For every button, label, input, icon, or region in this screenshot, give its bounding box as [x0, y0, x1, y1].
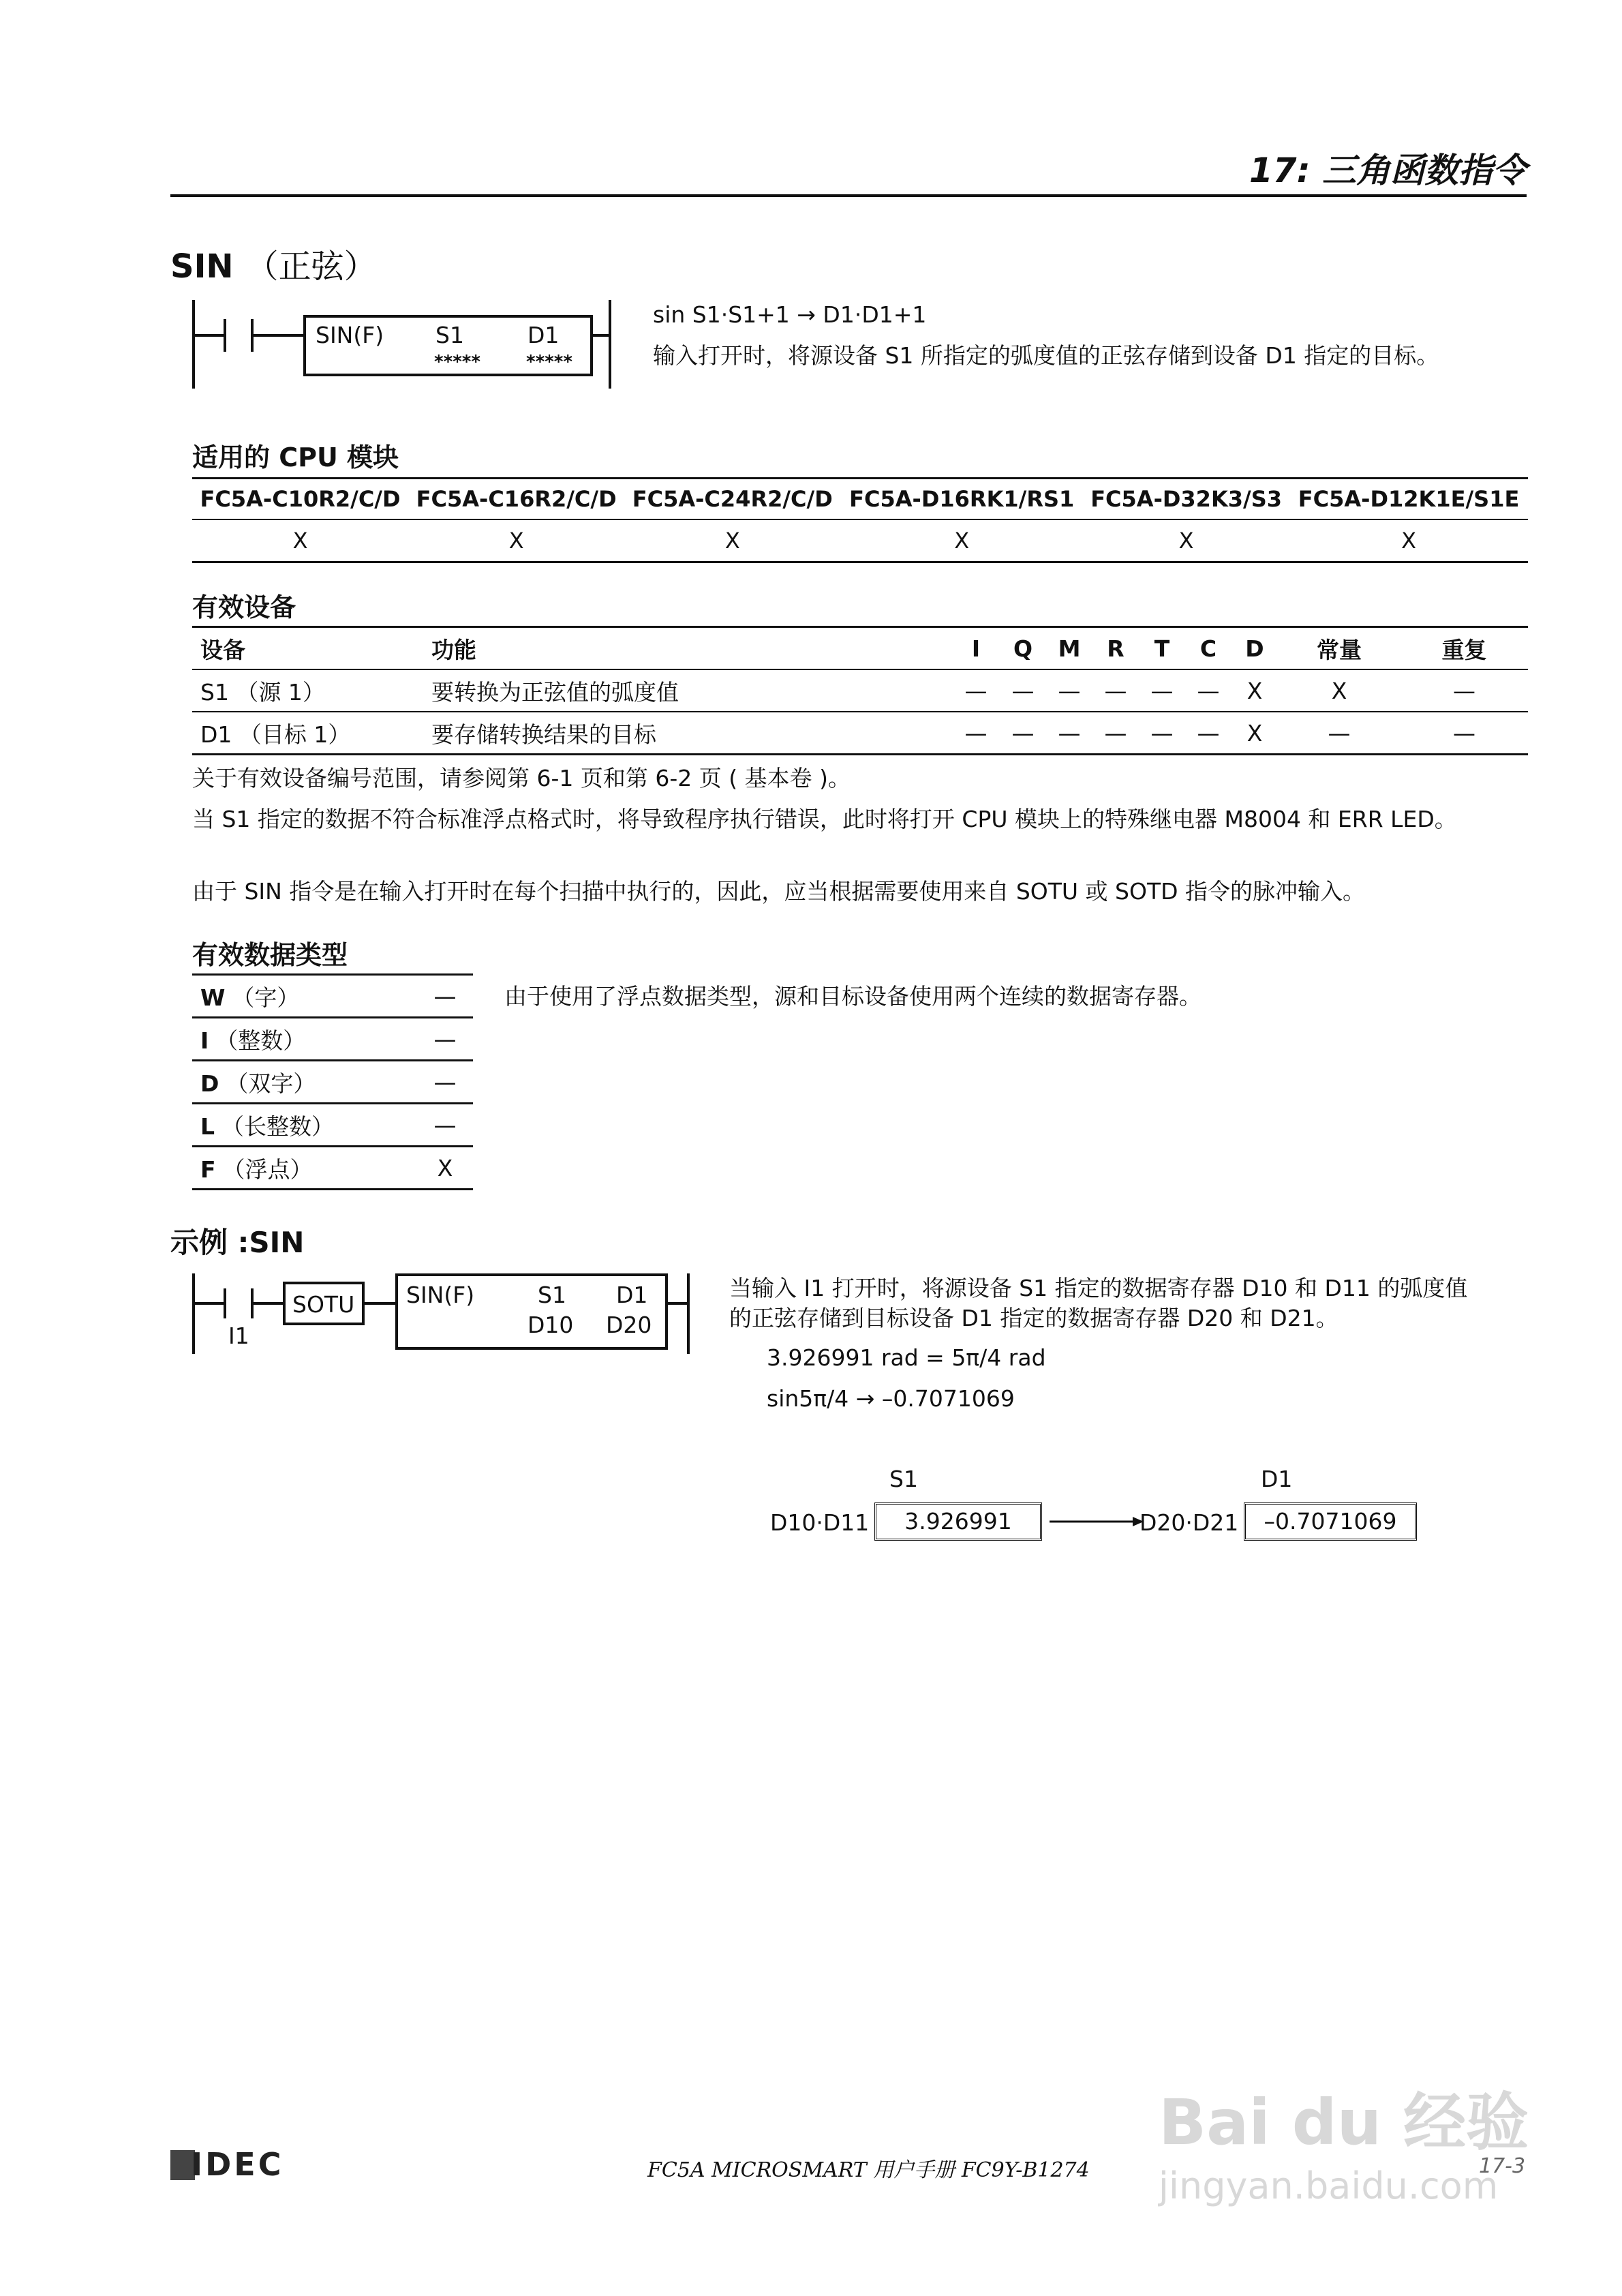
data-types-heading: 有效数据类型 [192, 940, 348, 970]
dev-cell: 要存储转换结果的目标 [431, 721, 656, 748]
s1-label: S1 [435, 322, 464, 348]
syntax-formula: sin S1·S1+1 → D1·D1+1 [653, 301, 927, 328]
dt-name: （浮点） [222, 1155, 313, 1183]
dt-name: （双字） [226, 1070, 316, 1097]
dev-col: 重复 [1441, 636, 1487, 663]
table-row [192, 1061, 473, 1104]
example-desc-1: 当输入 I1 打开时，将源设备 S1 指定的数据寄存器 D10 和 D11 的弧度值 [729, 1275, 1468, 1301]
cpu-table [192, 477, 1528, 563]
example-d1-label: D1 [616, 1282, 648, 1308]
dev-cell: — [1011, 719, 1035, 746]
dev-col: 设备 [200, 636, 245, 663]
dev-col: M [1058, 635, 1081, 662]
dt-name: （字） [232, 984, 300, 1011]
table-row [192, 1018, 473, 1061]
page-number: 17-3 [1479, 2154, 1526, 2178]
note-range: 关于有效设备编号范围，请参阅第 6-1 页和第 6-2 页 ( 基本卷 )。 [192, 765, 851, 791]
example-eq-1: 3.926991 rad = 5π/4 rad [767, 1344, 1046, 1371]
cpu-col: FC5A-C10R2/C/D [200, 486, 401, 512]
dt-value: — [433, 1068, 457, 1096]
cpu-col: FC5A-C16R2/C/D [416, 486, 617, 512]
instr-label: SIN(F) [316, 322, 384, 348]
dt-type: I [200, 1027, 209, 1054]
flow-src-box [874, 1502, 1042, 1541]
dt-type: L [200, 1113, 215, 1140]
flow-src-value: 3.926991 [904, 1508, 1012, 1535]
dev-cell: — [1150, 677, 1174, 704]
flow-src-regs: D10·D11 [770, 1509, 870, 1536]
cpu-cell: X [508, 528, 524, 554]
dt-value: — [433, 1025, 457, 1053]
dev-col: I [971, 635, 981, 662]
dev-cell: — [1150, 719, 1174, 746]
cpu-heading: 适用的 CPU 模块 [192, 442, 399, 472]
manual-title: FC5A MICROSMART 用户手册 FC9Y-B1274 [647, 2158, 1090, 2182]
example-d1-reg: D20 [606, 1312, 652, 1338]
dev-col: T [1154, 635, 1170, 662]
dev-col: C [1199, 635, 1217, 662]
watermark-logo: Bai du 经验 [1159, 2086, 1529, 2159]
dev-cell: X [1331, 677, 1347, 704]
dev-cell: — [1328, 719, 1351, 746]
dt-name: （长整数） [221, 1113, 335, 1140]
ladder-diagram [191, 300, 613, 389]
dev-cell: D1 （目标 1） [200, 721, 351, 748]
example-ladder [191, 1273, 695, 1362]
example-eq-2: sin5π/4 → –0.7071069 [767, 1385, 1015, 1412]
flow-dst-regs: D20·D21 [1139, 1509, 1239, 1536]
cpu-col: FC5A-D16RK1/RS1 [849, 486, 1075, 512]
table-row [192, 975, 473, 1018]
chapter-title: 17: 三角函数指令 [1249, 151, 1527, 190]
example-s1-reg: D10 [527, 1312, 574, 1338]
dev-cell: — [1104, 719, 1127, 746]
cpu-cell: X [1401, 528, 1416, 554]
section-title [170, 240, 377, 287]
header-rule [170, 194, 1527, 197]
cpu-cell: X [292, 528, 308, 554]
dev-cell: — [964, 719, 988, 746]
dev-cell: — [1453, 719, 1475, 746]
dt-value: — [433, 1111, 457, 1138]
dev-cell: — [1104, 677, 1127, 704]
data-types-note: 由于使用了浮点数据类型，源和目标设备使用两个连续的数据寄存器。 [504, 983, 1202, 1010]
flow-dst-value: –0.7071069 [1264, 1508, 1397, 1535]
section-title-cn: （正弦） [245, 247, 377, 286]
example-s1-label: S1 [538, 1282, 566, 1308]
dev-cell: — [964, 677, 988, 704]
note-pulse: 由于 SIN 指令是在输入打开时在每个扫描中执行的，因此，应当根据需要使用来自 SOTU 或 SOTD 指令的脉冲输入。 [192, 878, 1366, 905]
dt-type: F [200, 1155, 216, 1183]
dev-col: 功能 [431, 636, 476, 663]
dev-col: R [1107, 635, 1124, 662]
table-row [192, 1147, 473, 1190]
dev-cell: — [1058, 719, 1081, 746]
arrow-right-icon [1050, 1515, 1145, 1528]
sotu-box [283, 1282, 365, 1325]
table-row [192, 712, 1528, 755]
cpu-col: FC5A-D32K3/S3 [1090, 486, 1282, 512]
dev-cell: — [1453, 677, 1475, 704]
dev-cell: X [1246, 677, 1263, 704]
dev-col: 常量 [1317, 636, 1362, 663]
instruction-box [303, 315, 593, 376]
dev-col: D [1245, 635, 1264, 662]
table-row [192, 669, 1528, 712]
d1-label: D1 [527, 322, 560, 348]
flow-dst-box [1244, 1502, 1417, 1541]
dt-name: （整数） [215, 1027, 306, 1054]
devices-table [192, 626, 1528, 755]
s1-value: ***** [434, 352, 480, 372]
data-types-table [192, 973, 473, 1190]
table-row [192, 519, 1528, 562]
input-label: I1 [228, 1323, 249, 1349]
dev-cell: — [1058, 677, 1081, 704]
cpu-cell: X [954, 528, 970, 554]
logo-text: IDEC [191, 2146, 284, 2183]
note-error: 当 S1 指定的数据不符合标准浮点格式时，将导致程序执行错误，此时将打开 CPU 模块上的特殊继电器 M8004 和 ERR LED。 [192, 806, 1457, 832]
example-desc-2: 的正弦存储到目标设备 D1 指定的数据寄存器 D20 和 D21。 [729, 1305, 1338, 1331]
syntax-description: 输入打开时，将源设备 S1 所指定的弧度值的正弦存储到设备 D1 指定的目标。 [653, 342, 1439, 369]
dt-value: — [433, 982, 457, 1010]
dev-cell: S1 （源 1） [200, 678, 325, 706]
dev-cell: 要转换为正弦值的弧度值 [431, 678, 679, 706]
example-instr-label: SIN(F) [406, 1282, 475, 1308]
d1-value: ***** [526, 352, 572, 372]
dev-cell: — [1197, 719, 1220, 746]
cpu-col: FC5A-D12K1E/S1E [1298, 486, 1520, 512]
example-instruction-box [395, 1273, 668, 1350]
dev-cell: — [1197, 677, 1220, 704]
sotu-label: SOTU [292, 1291, 355, 1318]
table-row [192, 1104, 473, 1147]
devices-heading: 有效设备 [192, 592, 296, 622]
example-heading: 示例 :SIN [170, 1226, 305, 1259]
cpu-col: FC5A-C24R2/C/D [632, 486, 833, 512]
dev-cell: X [1246, 719, 1263, 746]
cpu-cell: X [724, 528, 740, 554]
dt-type: D [200, 1070, 219, 1097]
flow-d1-label: D1 [1261, 1466, 1293, 1492]
cpu-cell: X [1178, 528, 1194, 554]
section-title-main: SIN [170, 247, 234, 286]
dev-cell: — [1011, 677, 1035, 704]
dev-col: Q [1013, 635, 1033, 662]
dt-type: W [200, 984, 226, 1011]
watermark-url: jingyan.baidu.com [1159, 2164, 1499, 2207]
flow-s1-label: S1 [889, 1466, 918, 1492]
dt-value: X [437, 1154, 453, 1181]
